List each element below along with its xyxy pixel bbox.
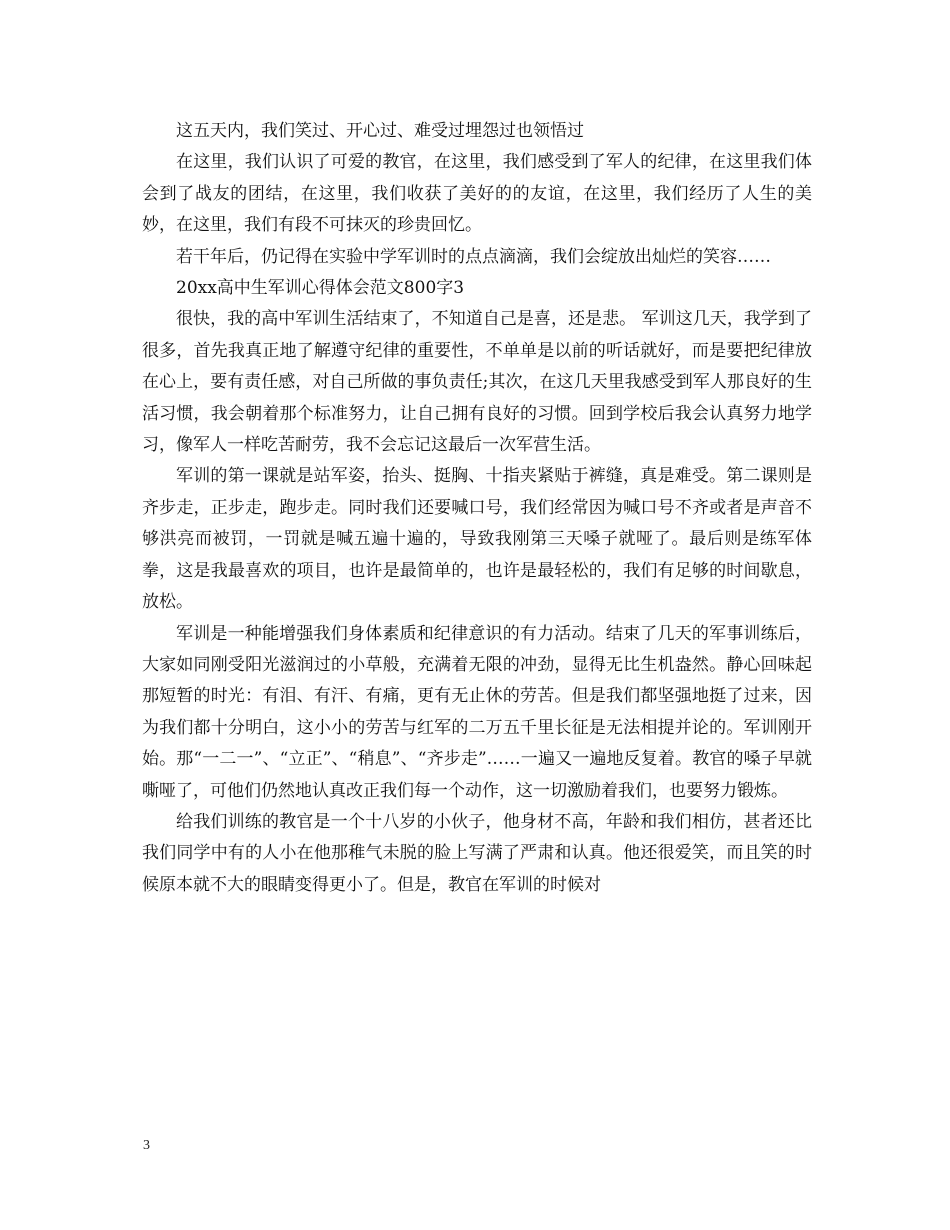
body-text [142,116,812,901]
paragraph-1: 这五天内，我们笑过、开心过、难受过埋怨过也领悟过 [176,121,584,141]
paragraph-6: 军训是一种能增强我们身体素质和纪律意识的有力活动。结束了几天的军事训练后，大家如同刚受阳光滋润过的小草般，充满着无限的冲劲，显得无比生机盎然。静心回味起那短暂的时光：有泪、有汗、有痛，更有无止休的劳苦。但是我们都坚强地挺了过来，因为我们都十分明白，这小小的劳苦与红军的二万五千里长征是无法相提并论的。军训刚开始。那“一二一”、“立正”、“稍息”、“齐步走”……一遍又一遍地反复着。教官的嗓子早就嘶哑了，可他们仍然地认真改正我们每一个动作，这一切激励着我们，也要努力锻炼。 [142,623,812,801]
paragraph-4: 很快，我的高中军训生活结束了，不知道自己是喜，还是悲。 军训这几天，我学到了很多，首先我真正地了解遵守纪律的重要性，不单单是以前的听话就好，而是要把纪律放在心上，要有责任感，对自己所做的事负责任;其次，在这几天里我感受到军人那良好的生活习惯，我会朝着那个标准努力，让自己拥有良好的习惯。回到学校后我会认真努力地学习，像军人一样吃苦耐劳，我不会忘记这最后一次军营生活。 [142,309,812,456]
section-heading: 20xx高中生军训心得体会范文800字3 [176,278,465,299]
paragraph-5: 军训的第一课就是站军姿，抬头、挺胸、十指夹紧贴于裤缝，真是难受。第二课则是齐步走，正步走，跑步走。同时我们还要喊口号，我们经常因为喊口号不齐或者是声音不够洪亮而被罚，一罚就是喊五遍十遍的，导致我刚第三天嗓子就哑了。最后则是练军体拳，这是我最喜欢的项目，也许是最简单的，也许是最轻松的，我们有足够的时间歇息，放松。 [142,466,812,613]
paragraph-7: 给我们训练的教官是一个十八岁的小伙子，他身材不高，年龄和我们相仿，甚者还比我们同学中有的人小在他那稚气未脱的脸上写满了严肃和认真。他还很爱笑，而且笑的时候原本就不大的眼睛变得更小了。但是，教官在军训的时候对 [142,811,812,895]
paragraph-2: 在这里，我们认识了可爱的教官，在这里，我们感受到了军人的纪律，在这里我们体会到了战友的团结，在这里，我们收获了美好的的友谊，在这里，我们经历了人生的美妙，在这里，我们有段不可抹灭的珍贵回忆。 [142,152,812,236]
paragraph-3: 若干年后，仍记得在实验中学军训时的点点滴滴，我们会绽放出灿烂的笑容…… [176,246,771,267]
page-number: 3 [143,1138,150,1153]
